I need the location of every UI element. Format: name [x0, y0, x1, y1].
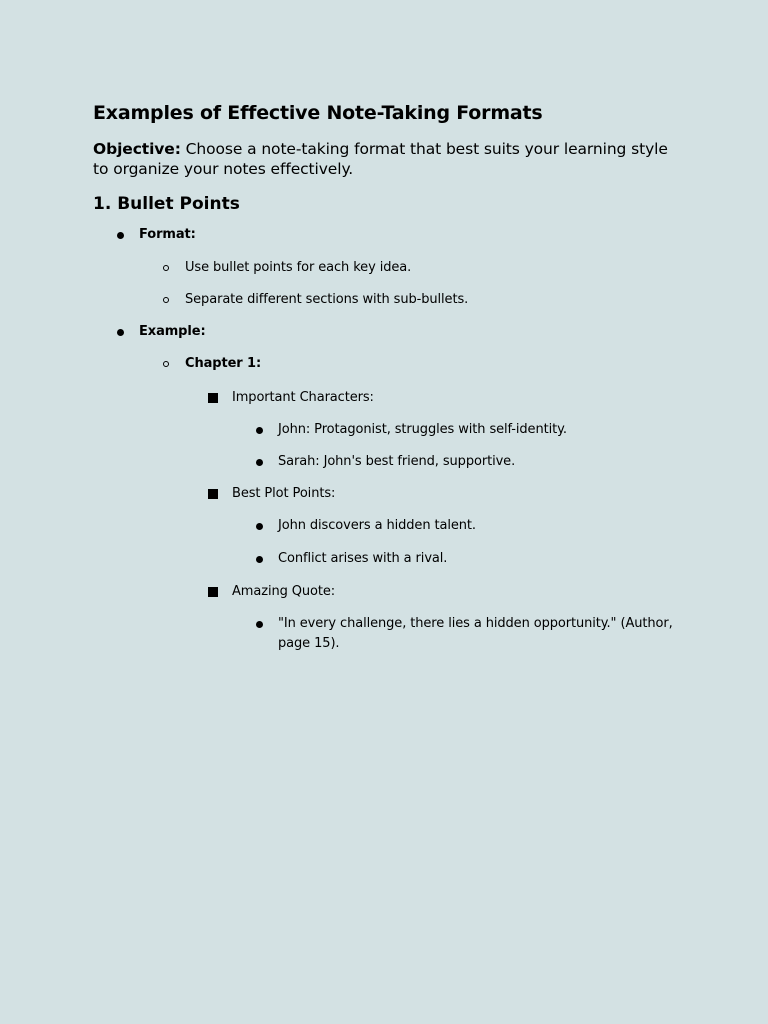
- bullet-dot-icon: [253, 452, 265, 472]
- list-item: [185, 290, 683, 310]
- bullet-square-icon: [207, 388, 219, 408]
- format-item-text: Separate different sections with sub-bullets.: [185, 292, 469, 307]
- objective-text: Choose a note-taking format that best suits your learning style to organize your notes effectively.: [93, 140, 668, 178]
- list-item-group: [232, 582, 683, 602]
- bullet-dot-icon: [253, 549, 265, 569]
- bullet-circle-icon: [160, 354, 172, 374]
- list-item-chapter: [185, 354, 683, 374]
- list-item-group: [232, 388, 683, 408]
- document-title: Examples of Effective Note-Taking Formats: [93, 102, 543, 124]
- format-item-text: Use bullet points for each key idea.: [185, 260, 412, 275]
- bullet-dot-icon: [114, 225, 126, 245]
- list-item: [185, 258, 683, 278]
- objective-paragraph: [93, 139, 683, 179]
- chapter-label: Chapter 1:: [185, 356, 262, 371]
- group-item-text: Sarah: John's best friend, supportive.: [278, 454, 516, 469]
- bullet-dot-icon: [253, 614, 265, 634]
- group-item-text: John discovers a hidden talent.: [278, 518, 476, 533]
- list-item-format: [139, 225, 683, 245]
- list-item: [278, 614, 678, 654]
- bullet-dot-icon: [114, 322, 126, 342]
- bullet-square-icon: [207, 484, 219, 504]
- group-label: Best Plot Points:: [232, 486, 336, 501]
- group-label: Important Characters:: [232, 390, 374, 405]
- bullet-circle-icon: [160, 258, 172, 278]
- list-item: [278, 420, 678, 440]
- bullet-circle-icon: [160, 290, 172, 310]
- example-label: Example:: [139, 324, 206, 339]
- list-item: [278, 549, 678, 569]
- list-item: [278, 452, 678, 472]
- group-item-text: John: Protagonist, struggles with self-identity.: [278, 422, 567, 437]
- list-item-group: [232, 484, 683, 504]
- list-item: [278, 516, 678, 536]
- bullet-dot-icon: [253, 516, 265, 536]
- group-item-text: Conflict arises with a rival.: [278, 551, 448, 566]
- section-heading-bullet-points: 1. Bullet Points: [93, 194, 240, 214]
- document-page: [93, 100, 683, 654]
- objective-label: Objective:: [93, 140, 181, 158]
- group-label: Amazing Quote:: [232, 584, 336, 599]
- format-label: Format:: [139, 227, 196, 242]
- group-item-text: "In every challenge, there lies a hidden opportunity." (Author, page 15).: [278, 616, 673, 651]
- bullet-dot-icon: [253, 420, 265, 440]
- list-item-example: [139, 322, 683, 342]
- bullet-square-icon: [207, 582, 219, 602]
